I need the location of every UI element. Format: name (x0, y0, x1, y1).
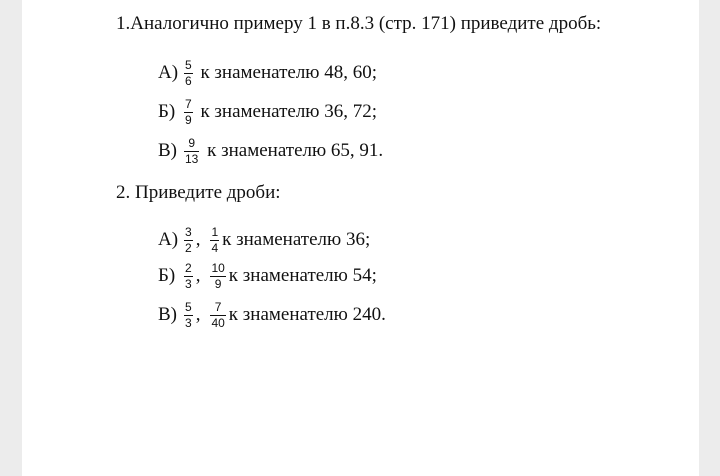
item-text: к знаменателю 36, 72; (200, 100, 378, 122)
fraction (184, 262, 193, 291)
numerator: 5 (185, 300, 192, 314)
denominator: 4 (211, 241, 219, 255)
item-label: Б) (158, 100, 176, 122)
item-label: В) (158, 303, 177, 325)
denominator: 2 (185, 241, 192, 255)
task2-item-a (158, 226, 370, 255)
numerator: 9 (184, 137, 199, 152)
item-text: к знаменателю 36; (222, 228, 371, 250)
fraction (184, 59, 193, 88)
denominator: 3 (185, 277, 192, 291)
numerator: 7 (185, 97, 192, 111)
numerator: 1 (211, 225, 219, 239)
item-text: к знаменателю 54; (228, 264, 377, 286)
item-text: к знаменателю 48, 60; (200, 61, 378, 83)
denominator: 6 (185, 74, 192, 88)
denominator: 40 (211, 316, 225, 330)
fraction (184, 137, 199, 166)
fraction (184, 301, 193, 330)
denominator: 13 (185, 152, 199, 166)
numerator: 2 (185, 261, 192, 275)
task2-title: 2. Приведите дроби: (116, 182, 281, 203)
fraction (210, 226, 219, 255)
denominator: 9 (214, 277, 222, 291)
fraction (184, 98, 193, 127)
item-label: Б) (158, 264, 176, 286)
denominator: 9 (185, 113, 192, 127)
fraction (210, 262, 225, 291)
task2-item-c (158, 301, 386, 330)
item-label: А) (158, 228, 179, 250)
task2-item-b (158, 262, 377, 291)
task1-title: 1.Аналогично примеру 1 в п.8.3 (стр. 171) приведите дробь: (116, 13, 602, 34)
item-label: В) (158, 139, 177, 161)
separator: , (195, 264, 201, 286)
numerator: 5 (185, 58, 192, 72)
separator: , (195, 303, 201, 325)
numerator: 7 (210, 301, 225, 316)
item-text: к знаменателю 240. (228, 303, 386, 325)
fraction (184, 226, 193, 255)
fraction (210, 301, 225, 330)
item-label: А) (158, 61, 179, 83)
task1-item-c (158, 137, 383, 166)
task1-item-a (158, 59, 377, 88)
document-page (22, 0, 699, 476)
denominator: 3 (185, 316, 192, 330)
item-text: к знаменателю 65, 91. (207, 139, 384, 161)
separator: , (195, 228, 201, 250)
numerator: 10 (211, 261, 225, 275)
numerator: 3 (185, 225, 192, 239)
task1-item-b (158, 98, 377, 127)
